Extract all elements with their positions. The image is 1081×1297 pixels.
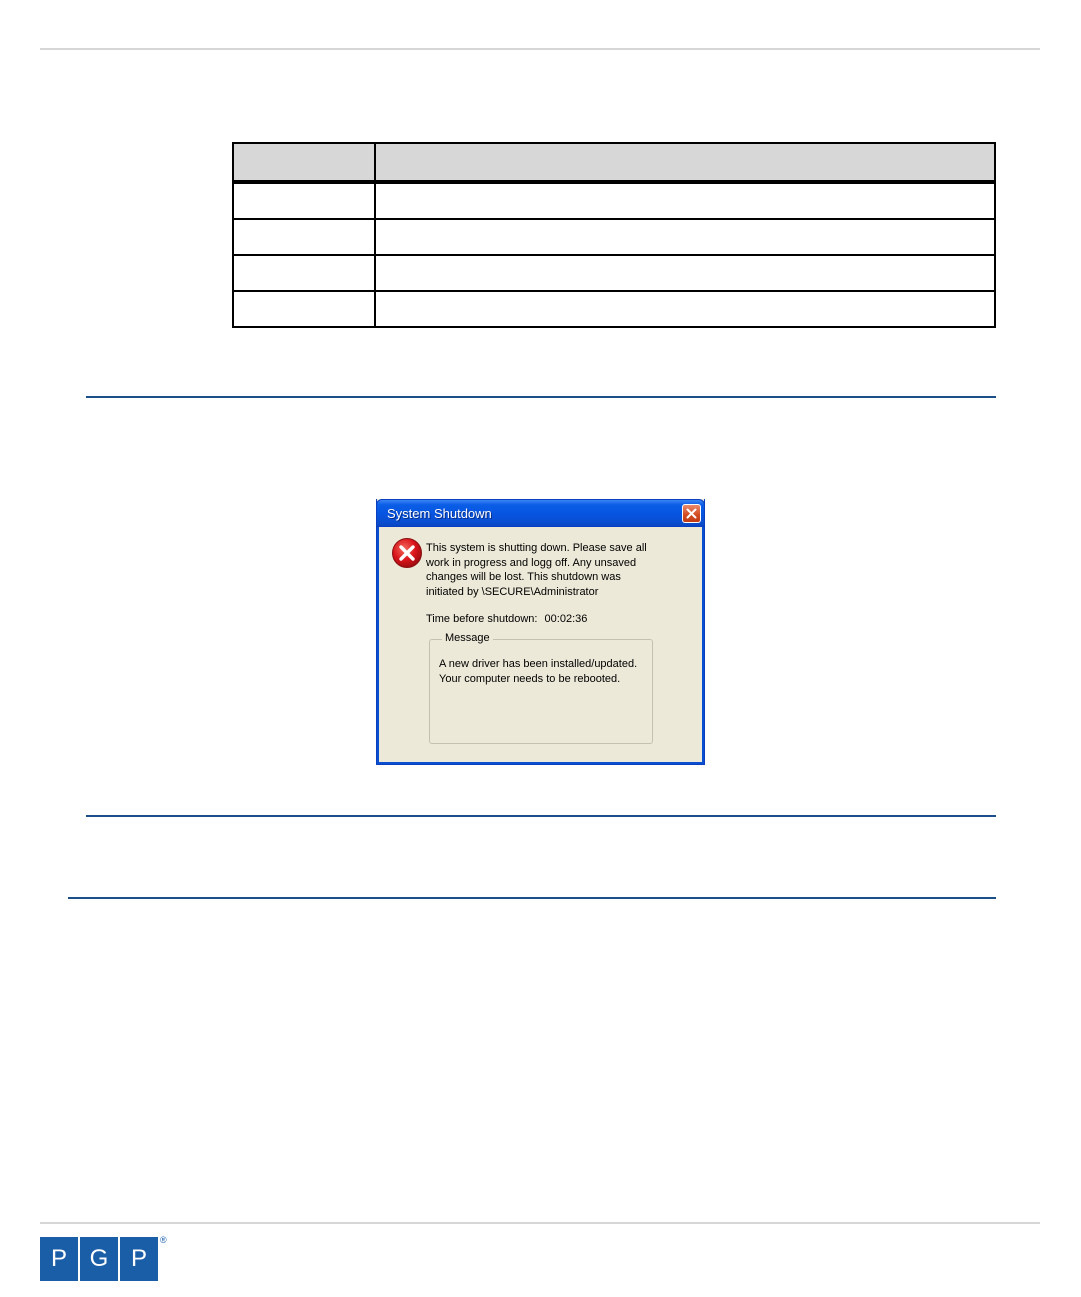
system-shutdown-dialog (376, 499, 705, 765)
registered-mark: ® (160, 1235, 167, 1245)
error-icon (391, 537, 423, 569)
logo-letter: G (80, 1237, 118, 1281)
message-line: initiated by \SECURE\Administrator (426, 585, 599, 598)
table-row (233, 291, 995, 327)
time-before-shutdown (426, 613, 587, 625)
logo-letter: P (40, 1237, 78, 1281)
admin-message (439, 657, 637, 686)
message-line: work in progress and logg off. Any unsaved (426, 556, 637, 569)
message-groupbox (429, 632, 653, 744)
table-cell (375, 182, 995, 219)
time-label: Time before shutdown: (426, 613, 538, 625)
table-row (233, 255, 995, 291)
header-rule (40, 48, 1040, 50)
pgp-logo (40, 1237, 158, 1281)
logo-letter: P (120, 1237, 158, 1281)
dialog-titlebar[interactable] (376, 499, 705, 527)
close-button[interactable] (682, 504, 701, 523)
close-icon (686, 508, 697, 519)
table-row (233, 219, 995, 255)
table-cell (375, 291, 995, 327)
time-value: 00:02:36 (544, 613, 588, 625)
table-cell (233, 219, 375, 255)
table-cell (375, 255, 995, 291)
section-rule (86, 815, 996, 817)
dialog-title: System Shutdown (387, 506, 492, 521)
table-header-cell (375, 143, 995, 182)
shutdown-message (426, 541, 666, 599)
admin-message-line: Your computer needs to be rebooted. (439, 672, 621, 685)
table-cell (233, 182, 375, 219)
table-cell (233, 291, 375, 327)
message-line: changes will be lost. This shutdown was (426, 571, 621, 583)
footer-rule (40, 1222, 1040, 1224)
table-header-row (233, 143, 995, 182)
section-rule (86, 396, 996, 398)
section-rule (68, 897, 996, 899)
groupbox-label: Message (442, 632, 493, 644)
doc-table (232, 142, 996, 328)
dialog-body (377, 527, 704, 764)
table-header-cell (233, 143, 375, 182)
message-line: This system is shutting down. Please save all (426, 542, 647, 554)
table-cell (375, 219, 995, 255)
table-row (233, 182, 995, 219)
table-cell (233, 255, 375, 291)
admin-message-line: A new driver has been installed/updated. (439, 658, 638, 670)
